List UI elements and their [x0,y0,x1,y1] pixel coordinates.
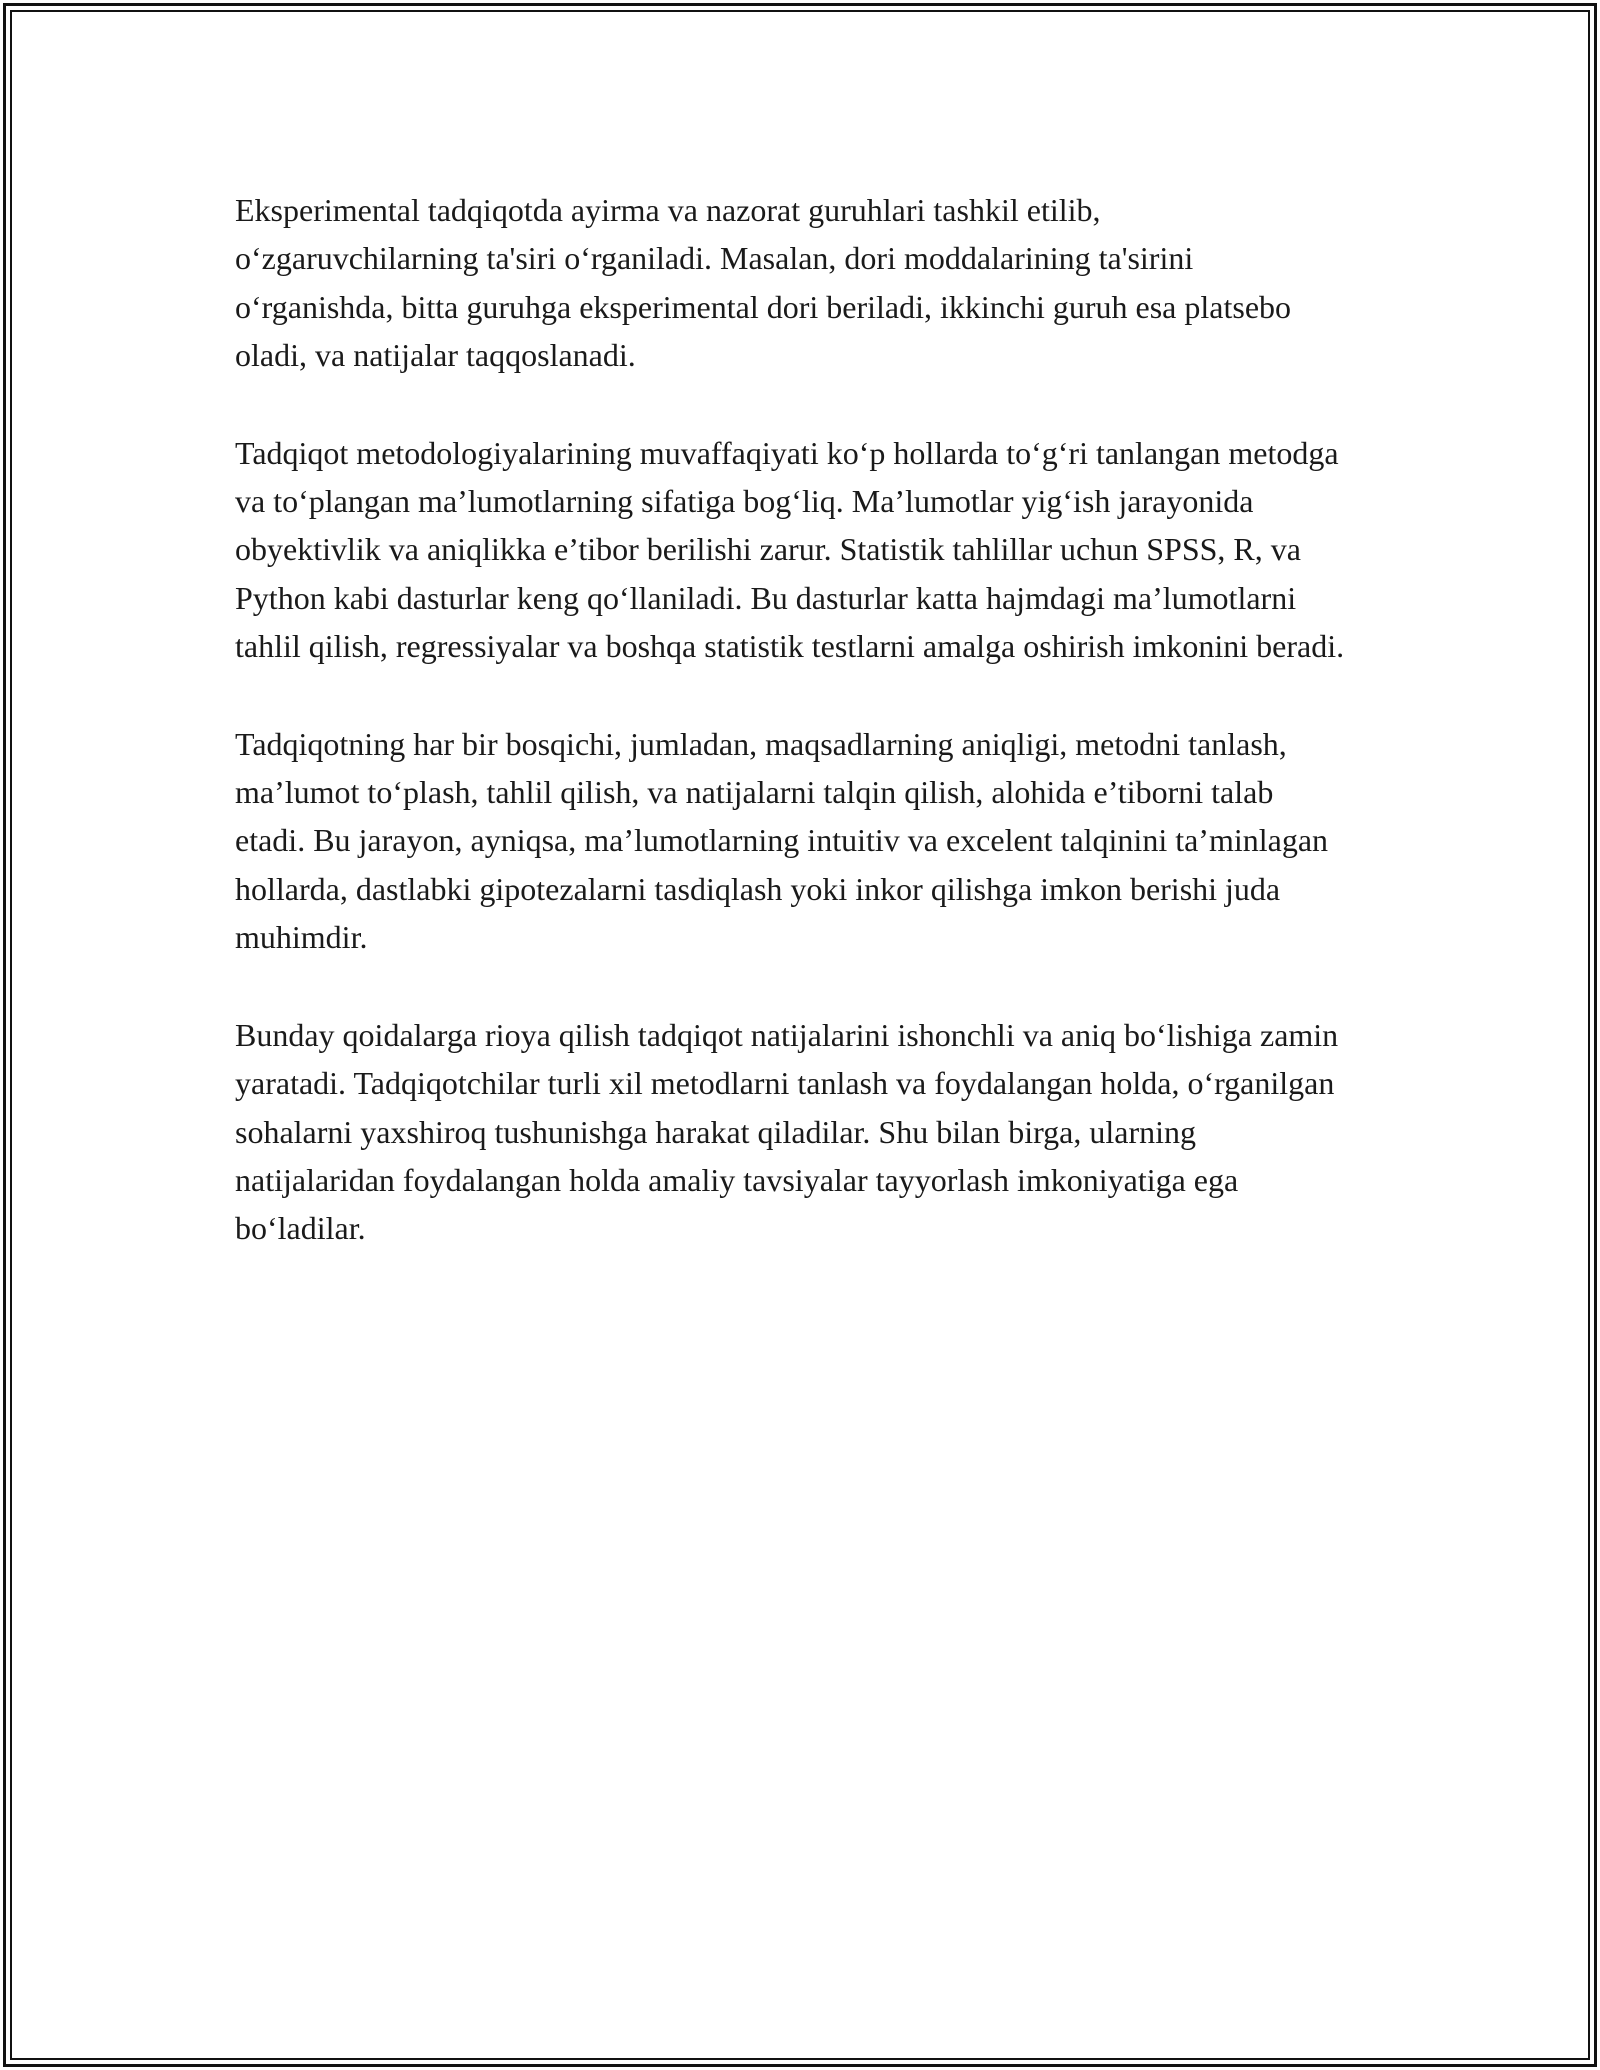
document-body [235,186,1345,1302]
paragraph-4: Bunday qoidalarga rioya qilish tadqiqot natijalarini ishonchli va aniq bo‘lishiga zamin yaratadi. Tadqiqotchilar turli xil metodlarni tanlash va foydalangan holda, o‘rganilgan sohalarni yaxshiroq tushunishga harakat qiladilar. Shu bilan birga, ularning natijalaridan foydalangan holda amaliy tavsiyalar tayyorlash imkoniyatiga ega bo‘ladilar. [235,1016,1339,1247]
paragraph-2: Tadqiqot metodologiyalarining muvaffaqiyati ko‘p hollarda to‘g‘ri tanlangan metodga va to‘plangan ma’lumotlarning sifatiga bog‘liq. Ma’lumotlar yig‘ish jarayonida obyektivlik va aniqlikka e’tibor berilishi zarur. Statistik tahlillar uchun SPSS, R, va Python kabi dasturlar keng qo‘llaniladi. Bu dasturlar katta hajmdagi ma’lumotlarni tahlil qilish, regressiyalar va boshqa statistik testlarni amalga oshirish imkonini beradi. [235,434,1345,665]
paragraph-1: Eksperimental tadqiqotda ayirma va nazorat guruhlari tashkil etilib, o‘zgaruvchilarning ta'siri o‘rganiladi. Masalan, dori moddalarining ta'sirini o‘rganishda, bitta guruhga eksperimental dori beriladi, ikkinchi guruh esa platsebo oladi, va natijalar taqqoslanadi. [235,192,1292,374]
paragraph-3: Tadqiqotning har bir bosqichi, jumladan, maqsadlarning aniqligi, metodni tanlash, ma’lumot to‘plash, tahlil qilish, va natijalarni talqin qilish, alohida e’tiborni talab etadi. Bu jarayon, ayniqsa, ma’lumotlarning intuitiv va excelent talqinini ta’minlagan hollarda, dastlabki gipotezalarni tasdiqlash yoki inkor qilishga imkon berishi juda muhimdir. [235,725,1329,956]
